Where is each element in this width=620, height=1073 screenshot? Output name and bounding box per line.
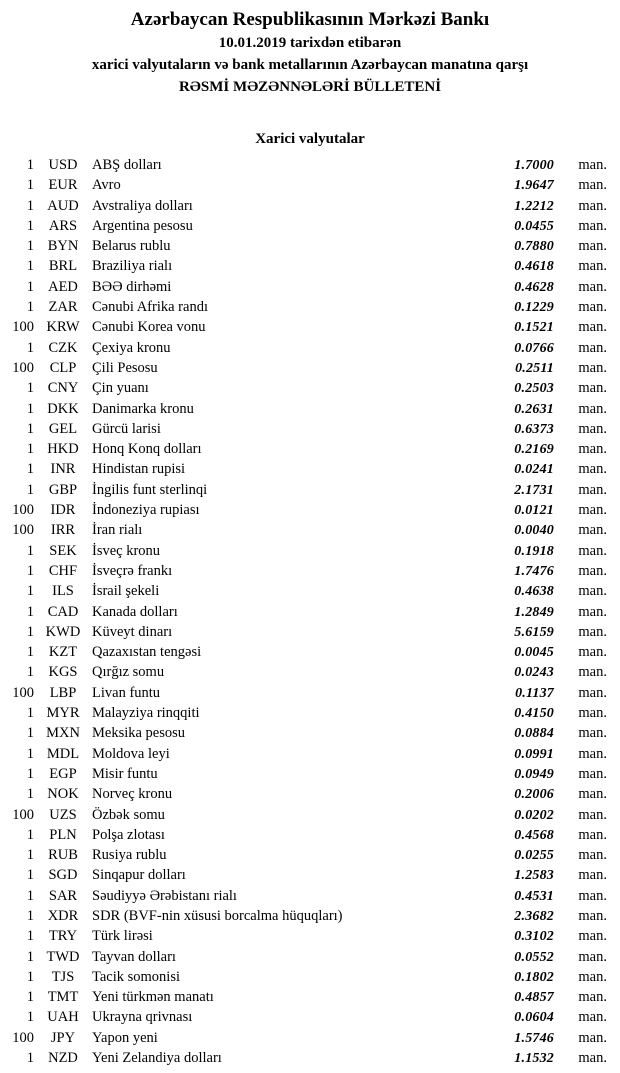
unit-label: man. (578, 1029, 607, 1046)
currency-name: Özbək somu (92, 806, 165, 823)
currency-quantity: 1 (26, 887, 34, 904)
currency-row (0, 358, 620, 378)
currency-name: BƏƏ dirhəmi (92, 278, 172, 295)
currency-code: NZD (48, 1050, 78, 1067)
currency-name: Braziliya rialı (92, 258, 173, 275)
section-title-foreign-currencies: Xarici valyutalar (255, 131, 365, 147)
currency-row (0, 1048, 620, 1068)
currency-code: CAD (47, 603, 79, 620)
currency-name: Cənubi Korea vonu (92, 319, 206, 336)
unit-label: man. (578, 948, 607, 965)
currency-quantity: 1 (26, 1050, 34, 1067)
exchange-rate: 2.3682 (514, 908, 554, 924)
currency-row (0, 825, 620, 845)
currency-code: JPY (50, 1029, 76, 1046)
currency-code: KZT (48, 644, 78, 661)
unit-label: man. (578, 644, 607, 661)
currency-row (0, 256, 620, 276)
currency-name: Ukrayna qrivnası (92, 1009, 193, 1026)
exchange-rate: 0.0241 (514, 462, 554, 478)
currency-quantity: 1 (26, 705, 34, 722)
currency-quantity: 100 (12, 502, 34, 519)
currency-quantity: 1 (26, 725, 34, 742)
currency-code: UAH (47, 1009, 79, 1026)
currency-quantity: 1 (26, 603, 34, 620)
currency-quantity: 1 (26, 380, 34, 397)
currency-quantity: 1 (26, 278, 34, 295)
exchange-rate: 1.2212 (514, 198, 554, 214)
unit-label: man. (578, 806, 607, 823)
unit-label: man. (578, 299, 607, 316)
unit-label: man. (578, 441, 607, 458)
currency-quantity: 1 (26, 664, 34, 681)
currency-quantity: 1 (26, 644, 34, 661)
currency-row (0, 541, 620, 561)
currency-quantity: 1 (26, 258, 34, 275)
exchange-rate: 0.0045 (514, 645, 554, 661)
currency-name: Rusiya rublu (92, 847, 167, 864)
currency-code: BYN (47, 238, 79, 255)
currency-row (0, 723, 620, 743)
unit-label: man. (578, 826, 607, 843)
exchange-rate: 0.1521 (514, 320, 554, 336)
currency-row (0, 297, 620, 317)
currency-code: EUR (48, 177, 78, 194)
currency-quantity: 100 (12, 522, 34, 539)
currency-code: RUB (48, 847, 78, 864)
exchange-rate: 0.2511 (515, 360, 554, 376)
unit-label: man. (578, 177, 607, 194)
exchange-rate: 0.1229 (514, 300, 554, 316)
currency-name: Küveyt dinarı (92, 623, 173, 640)
currency-row (0, 703, 620, 723)
currency-code: TJS (51, 968, 75, 985)
currency-row (0, 622, 620, 642)
currency-code: CHF (48, 562, 78, 579)
currency-name: İngilis funt sterlinqi (92, 481, 208, 498)
exchange-rate: 0.7880 (514, 239, 554, 255)
currency-name: Misir funtu (92, 765, 158, 782)
currency-code: SAR (48, 887, 78, 904)
currency-quantity: 1 (26, 968, 34, 985)
exchange-rate: 0.2006 (514, 787, 554, 803)
currency-name: Türk lirəsi (92, 928, 153, 945)
currency-name: Kanada dolları (92, 603, 178, 620)
exchange-rate: 0.1137 (515, 685, 554, 701)
currency-row (0, 196, 620, 216)
exchange-rate: 0.0255 (514, 848, 554, 864)
currency-code: KRW (46, 319, 80, 336)
currency-row (0, 1028, 620, 1048)
currency-code: MXN (46, 725, 80, 742)
currency-name: İsveçrə frankı (92, 562, 173, 579)
unit-label: man. (578, 603, 607, 620)
currency-row (0, 317, 620, 337)
currency-name: Argentina pesosu (92, 217, 193, 234)
exchange-rate: 0.0121 (514, 503, 554, 519)
currency-quantity: 100 (12, 684, 34, 701)
unit-label: man. (578, 887, 607, 904)
currency-row (0, 926, 620, 946)
exchange-rate: 1.9647 (514, 178, 554, 194)
exchange-rate: 0.4628 (514, 279, 554, 295)
exchange-rate: 0.0884 (514, 726, 554, 742)
exchange-rate: 0.2631 (514, 401, 554, 417)
currency-quantity: 1 (26, 461, 34, 478)
unit-label: man. (578, 847, 607, 864)
currency-name: Malayziya rinqqiti (92, 705, 200, 722)
currency-name: Hindistan rupisi (92, 461, 186, 478)
exchange-rate: 0.4150 (514, 706, 554, 722)
currency-name: Gürcü larisi (92, 420, 161, 437)
unit-label: man. (578, 238, 607, 255)
currency-code: NOK (47, 786, 79, 803)
currency-name: Avstraliya dolları (92, 197, 193, 214)
currency-row (0, 642, 620, 662)
currency-code: CNY (47, 380, 79, 397)
currency-quantity: 1 (26, 542, 34, 559)
currency-row (0, 744, 620, 764)
exchange-rate: 0.0202 (514, 807, 554, 823)
unit-label: man. (578, 217, 607, 234)
currency-quantity: 1 (26, 177, 34, 194)
exchange-rate: 2.1731 (514, 482, 554, 498)
currency-quantity: 1 (26, 299, 34, 316)
currency-row (0, 155, 620, 175)
currency-row (0, 459, 620, 479)
exchange-rate: 0.3102 (514, 929, 554, 945)
currency-row (0, 784, 620, 804)
currency-quantity: 1 (26, 400, 34, 417)
currency-name: Qazaxıstan tengəsi (92, 644, 202, 661)
unit-label: man. (578, 481, 607, 498)
currency-code: GBP (48, 481, 78, 498)
currency-row (0, 439, 620, 459)
currency-row (0, 216, 620, 236)
currency-code: TWD (46, 948, 80, 965)
currency-row (0, 338, 620, 358)
currency-code: XDR (47, 907, 79, 924)
currency-code: INR (50, 461, 76, 478)
currency-code: CZK (48, 339, 78, 356)
exchange-rate: 0.0604 (514, 1010, 554, 1026)
currency-name: Yapon yeni (92, 1029, 158, 1046)
currency-quantity: 1 (26, 867, 34, 884)
unit-label: man. (578, 765, 607, 782)
currency-row (0, 845, 620, 865)
exchange-rate: 1.2849 (514, 604, 554, 620)
unit-label: man. (578, 197, 607, 214)
exchange-rate: 0.0040 (514, 523, 554, 539)
unit-label: man. (578, 258, 607, 275)
currency-quantity: 100 (12, 319, 34, 336)
unit-label: man. (578, 420, 607, 437)
unit-label: man. (578, 380, 607, 397)
currency-row (0, 581, 620, 601)
exchange-rate: 0.2503 (514, 381, 554, 397)
unit-label: man. (578, 664, 607, 681)
currency-name: Tayvan dolları (92, 948, 176, 965)
currency-name: Sinqapur dolları (92, 867, 186, 884)
currency-quantity: 1 (26, 339, 34, 356)
unit-label: man. (578, 867, 607, 884)
unit-label: man. (578, 502, 607, 519)
unit-label: man. (578, 1009, 607, 1026)
currency-row (0, 906, 620, 926)
currency-quantity: 1 (26, 217, 34, 234)
currency-code: CLP (49, 359, 77, 376)
currency-code: ARS (48, 217, 78, 234)
rates-table (0, 155, 620, 1068)
currency-name: İran rialı (92, 522, 143, 539)
exchange-rate: 0.0552 (514, 949, 554, 965)
currency-code: HKD (47, 441, 79, 458)
currency-name: Qırğız somu (92, 664, 165, 681)
currency-name: Yeni türkmən manatı (92, 989, 214, 1006)
exchange-rate: 0.0766 (514, 340, 554, 356)
currency-code: SGD (48, 867, 78, 884)
currency-name: Livan funtu (92, 684, 161, 701)
unit-label: man. (578, 725, 607, 742)
currency-name: İndoneziya rupiası (92, 502, 200, 519)
exchange-rate: 0.0455 (514, 218, 554, 234)
currency-name: Çili Pesosu (92, 359, 158, 376)
currency-name: Tacik somonisi (92, 968, 180, 985)
currency-row (0, 500, 620, 520)
currency-row (0, 1007, 620, 1027)
exchange-rate: 0.4568 (514, 827, 554, 843)
currency-name: Çin yuanı (92, 380, 149, 397)
currency-row (0, 399, 620, 419)
currency-quantity: 1 (26, 948, 34, 965)
subtitle-line: xarici valyutaların və bank metallarının Azərbaycan manatına qarşı (91, 57, 529, 73)
document-header (0, 0, 620, 98)
exchange-rate: 1.2583 (514, 868, 554, 884)
unit-label: man. (578, 278, 607, 295)
currency-row (0, 378, 620, 398)
currency-code: AED (48, 278, 78, 295)
currency-quantity: 1 (26, 238, 34, 255)
currency-quantity: 1 (26, 157, 34, 173)
currency-code: KGS (48, 664, 78, 681)
currency-name: İsveç kronu (92, 542, 161, 559)
currency-name: Avro (92, 177, 121, 194)
currency-code: UZS (49, 806, 77, 823)
unit-label: man. (578, 745, 607, 762)
currency-name: Çexiya kronu (92, 339, 171, 356)
unit-label: man. (578, 359, 607, 376)
currency-code: KWD (45, 623, 81, 640)
currency-code: MDL (46, 745, 80, 762)
currency-code: EGP (49, 765, 77, 782)
currency-quantity: 1 (26, 623, 34, 640)
currency-code: USD (48, 157, 78, 173)
currency-quantity: 100 (12, 1029, 34, 1046)
bank-title: Azərbaycan Respublikasının Mərkəzi Bankı (130, 9, 490, 30)
unit-label: man. (578, 562, 607, 579)
unit-label: man. (578, 339, 607, 356)
currency-quantity: 1 (26, 786, 34, 803)
exchange-rate: 0.4531 (514, 888, 554, 904)
currency-row (0, 520, 620, 540)
currency-quantity: 1 (26, 420, 34, 437)
unit-label: man. (578, 989, 607, 1006)
currency-row (0, 662, 620, 682)
exchange-rate: 0.4638 (514, 584, 554, 600)
unit-label: man. (578, 623, 607, 640)
currency-name: Belarus rublu (92, 238, 171, 255)
currency-row (0, 561, 620, 581)
currency-code: TMT (47, 989, 79, 1006)
currency-name: Cənubi Afrika randı (92, 299, 208, 316)
exchange-rate: 1.5746 (514, 1030, 554, 1046)
currency-code: MYR (46, 705, 80, 722)
currency-row (0, 419, 620, 439)
unit-label: man. (578, 522, 607, 539)
unit-label: man. (578, 1050, 607, 1067)
unit-label: man. (578, 542, 607, 559)
currency-row (0, 175, 620, 195)
currency-quantity: 1 (26, 481, 34, 498)
currency-code: AUD (47, 197, 79, 214)
currency-name: Səudiyyə Ərəbistanı rialı (92, 887, 237, 904)
currency-row (0, 480, 620, 500)
currency-quantity: 1 (26, 583, 34, 600)
currency-row (0, 865, 620, 885)
currency-name: SDR (BVF-nin xüsusi borcalma hüquqları) (92, 907, 343, 924)
currency-name: Danimarka kronu (92, 400, 194, 417)
effective-date-line: 10.01.2019 tarixdən etibarən (218, 35, 402, 51)
currency-code: SEK (49, 542, 77, 559)
unit-label: man. (578, 907, 607, 924)
currency-name: Yeni Zelandiya dolları (92, 1050, 222, 1067)
currency-row (0, 805, 620, 825)
currency-quantity: 1 (26, 1009, 34, 1026)
currency-quantity: 1 (26, 907, 34, 924)
exchange-rate: 0.0949 (514, 766, 554, 782)
unit-label: man. (578, 786, 607, 803)
currency-code: IRR (50, 522, 76, 539)
currency-code: ZAR (48, 299, 78, 316)
currency-name: ABŞ dolları (92, 157, 162, 173)
currency-code: DKK (47, 400, 79, 417)
currency-quantity: 1 (26, 197, 34, 214)
exchange-rate: 0.6373 (514, 421, 554, 437)
unit-label: man. (578, 157, 607, 173)
unit-label: man. (578, 400, 607, 417)
exchange-rate: 5.6159 (514, 624, 554, 640)
currency-row (0, 764, 620, 784)
currency-name: Meksika pesosu (92, 725, 186, 742)
exchange-rate: 0.4618 (514, 259, 554, 275)
currency-code: IDR (50, 502, 76, 519)
currency-row (0, 987, 620, 1007)
currency-quantity: 1 (26, 441, 34, 458)
currency-name: Moldova leyi (92, 745, 170, 762)
currency-quantity: 100 (12, 359, 34, 376)
exchange-rate: 1.1532 (514, 1051, 554, 1067)
currency-quantity: 100 (12, 806, 34, 823)
currency-row (0, 683, 620, 703)
currency-row (0, 967, 620, 987)
currency-quantity: 1 (26, 826, 34, 843)
exchange-rate: 0.2169 (514, 442, 554, 458)
unit-label: man. (578, 319, 607, 336)
currency-name: Polşa zlotası (92, 826, 165, 843)
currency-quantity: 1 (26, 765, 34, 782)
unit-label: man. (578, 684, 607, 701)
currency-row (0, 277, 620, 297)
exchange-rate: 0.1918 (514, 543, 554, 559)
unit-label: man. (578, 705, 607, 722)
currency-row (0, 236, 620, 256)
currency-name: İsrail şekeli (92, 583, 160, 600)
currency-quantity: 1 (26, 989, 34, 1006)
currency-row (0, 947, 620, 967)
exchange-rate: 1.7000 (514, 158, 554, 173)
currency-name: Honq Konq dolları (92, 441, 202, 458)
currency-code: PLN (49, 826, 77, 843)
currency-code: TRY (48, 928, 78, 945)
currency-row (0, 602, 620, 622)
currency-row (0, 886, 620, 906)
exchange-rate: 0.0991 (514, 746, 554, 762)
bulletin-title: RƏSMİ MƏZƏNNƏLƏRİ BÜLLETENİ (178, 79, 442, 95)
currency-name: Norveç kronu (92, 786, 173, 803)
currency-code: BRL (48, 258, 78, 275)
currency-quantity: 1 (26, 562, 34, 579)
currency-code: LBP (49, 684, 77, 701)
exchange-rate: 0.1802 (514, 969, 554, 985)
exchange-rate: 0.0243 (514, 665, 554, 681)
exchange-rate: 1.7476 (514, 563, 554, 579)
unit-label: man. (578, 461, 607, 478)
currency-quantity: 1 (26, 745, 34, 762)
currency-quantity: 1 (26, 847, 34, 864)
currency-code: GEL (48, 420, 78, 437)
unit-label: man. (578, 928, 607, 945)
unit-label: man. (578, 968, 607, 985)
unit-label: man. (578, 583, 607, 600)
currency-quantity: 1 (26, 928, 34, 945)
currency-code: ILS (52, 583, 74, 600)
exchange-rate: 0.4857 (514, 990, 554, 1006)
